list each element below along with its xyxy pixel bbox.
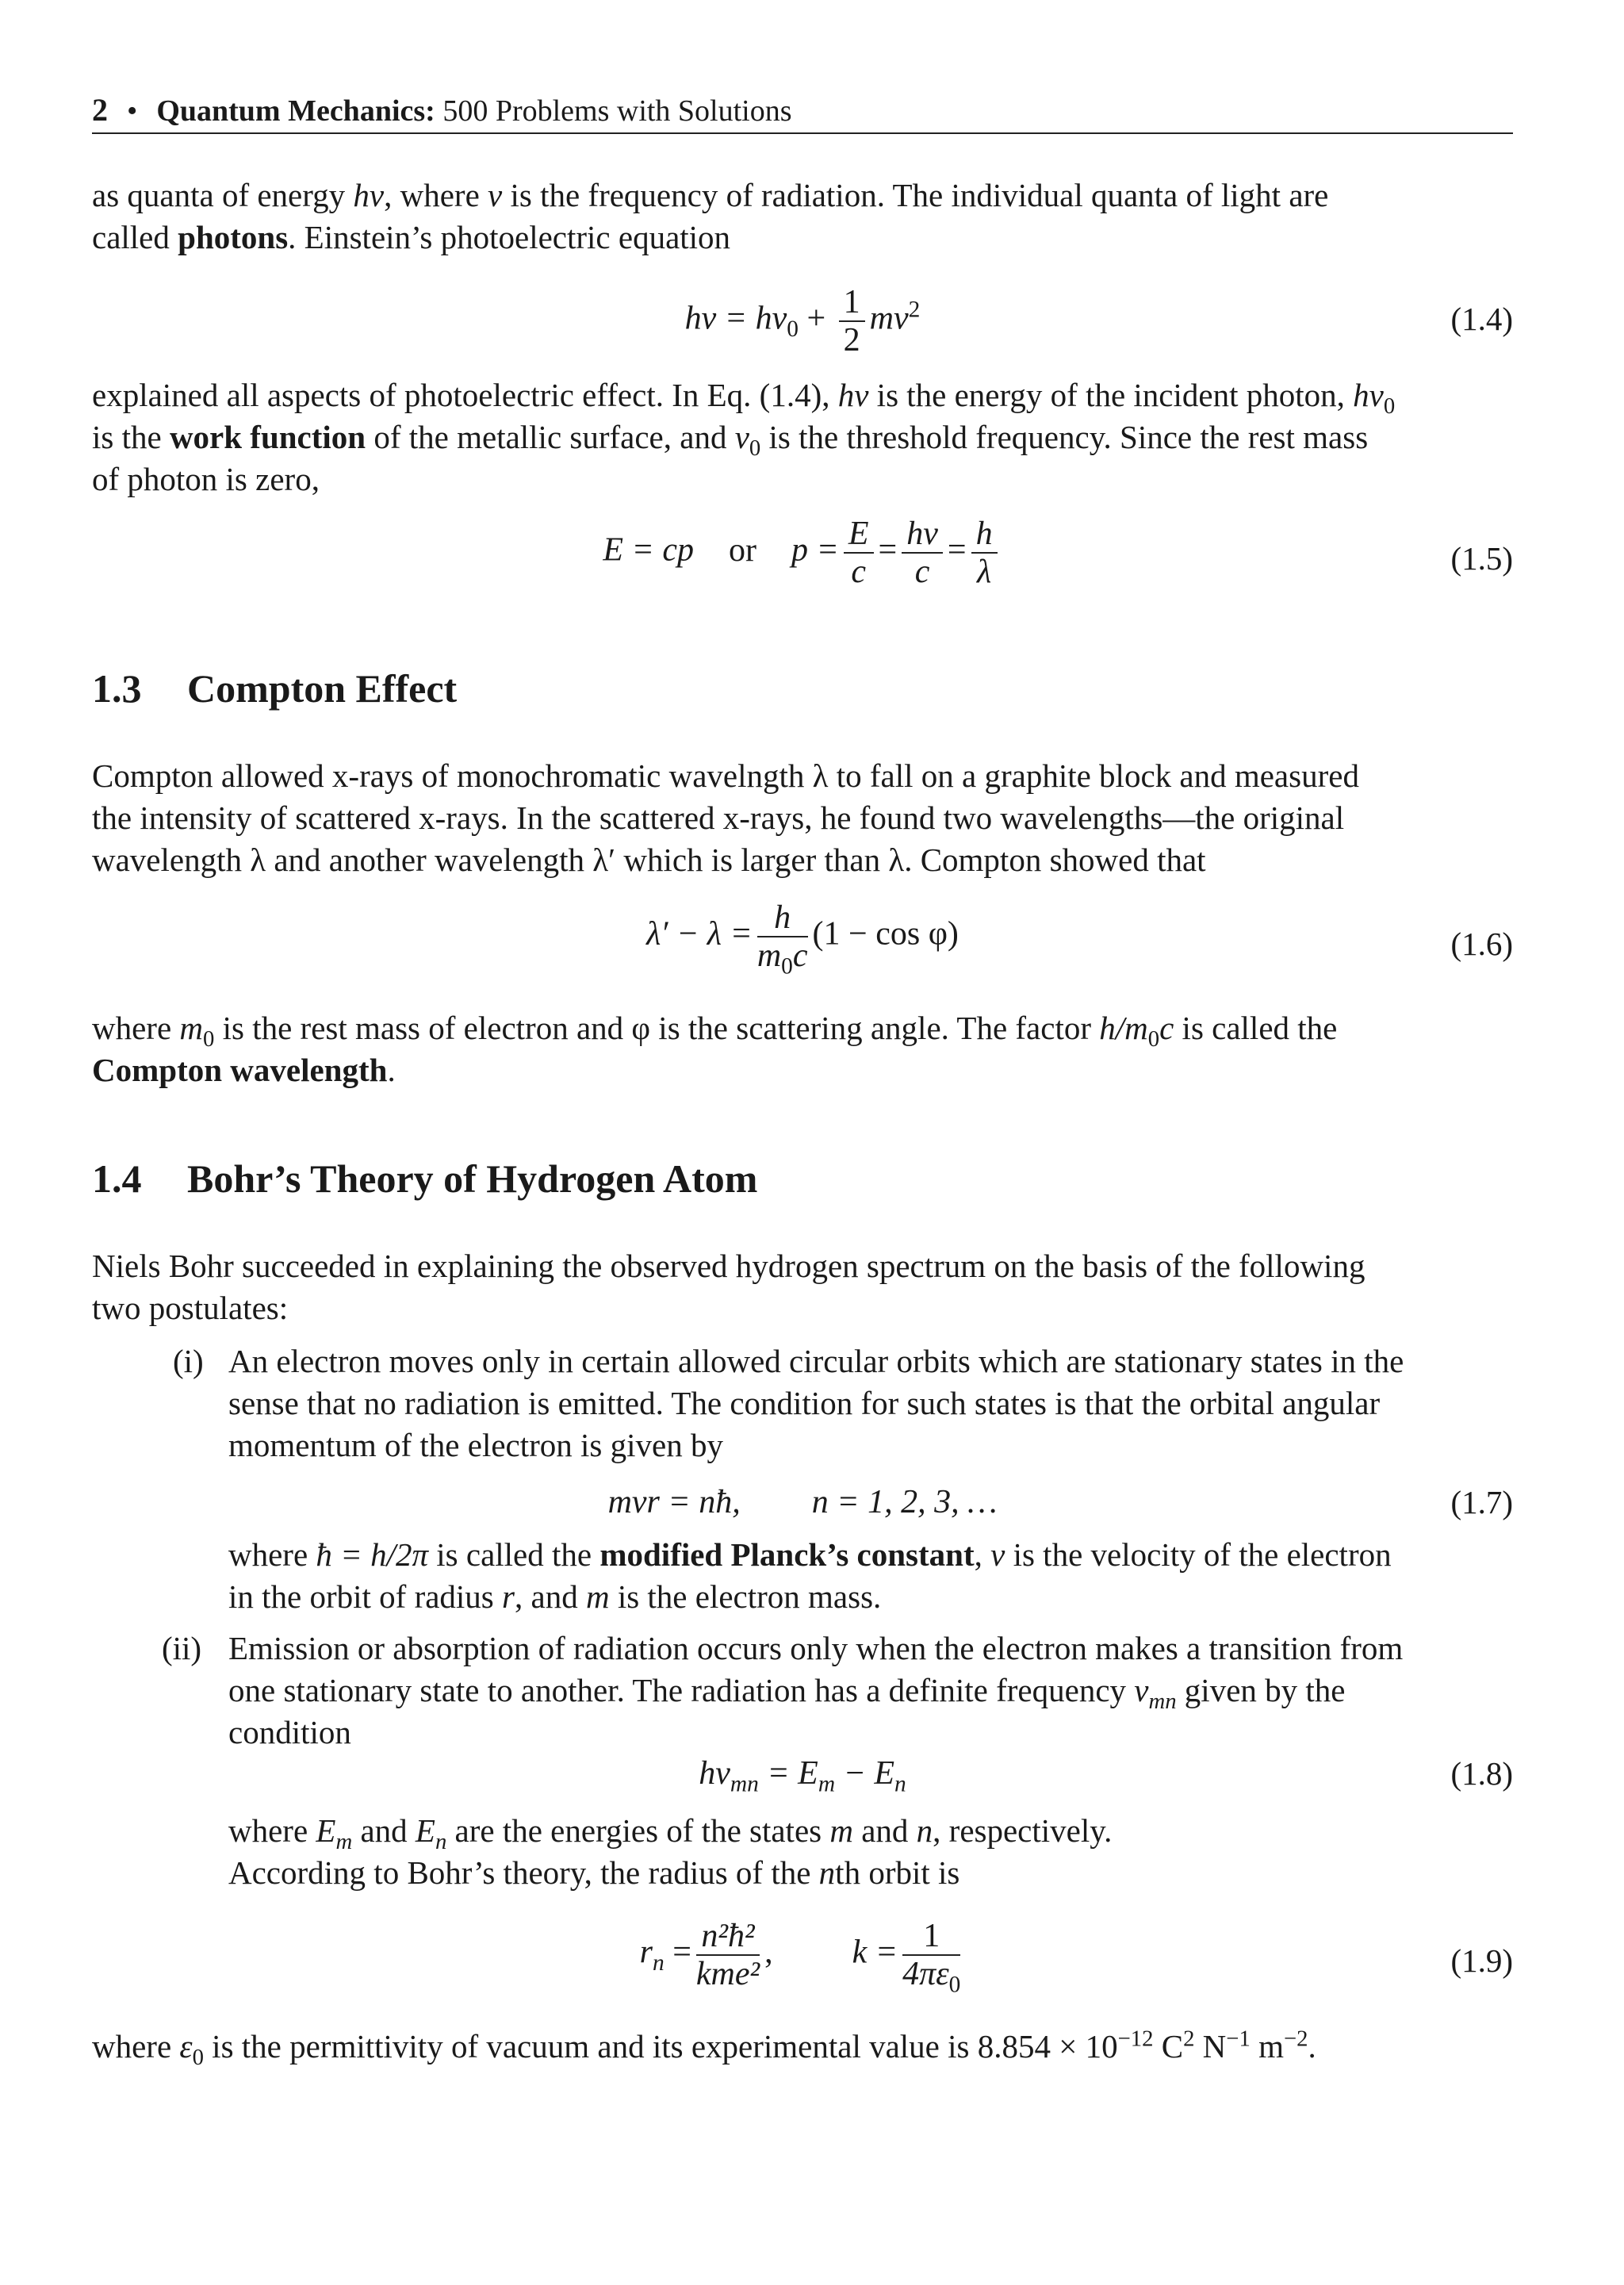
math-sub: m <box>335 1829 353 1855</box>
denominator: kme² <box>695 1956 760 1992</box>
text: is called the <box>1174 1010 1338 1046</box>
text: of photon is zero, <box>92 461 320 497</box>
math-nu: ν <box>488 177 503 213</box>
equation-number: (1.6) <box>1450 926 1513 962</box>
eq-term: hν <box>699 1755 730 1792</box>
eq-term: r <box>639 1934 653 1971</box>
text: An electron moves only in certain allowed circular orbits which are stationary states in the <box>228 1343 1404 1379</box>
equation-1-5: E = cp or p = $\frac{E}{c}$ = $\frac{h\nu}{c}$ = $\frac{h}{\lambda}$ <box>92 516 1513 590</box>
numerator: n²ħ² <box>696 1918 760 1956</box>
equation-number: (1.4) <box>1450 301 1513 337</box>
denominator <box>756 937 808 980</box>
term-modified-planck: modified Planck’s constant <box>599 1536 975 1573</box>
equation-number: (1.5) <box>1450 540 1513 577</box>
text: Compton allowed x-rays of monochromatic wavelngth λ to fall on a graphite block and measured <box>92 757 1359 794</box>
math-hv: hν <box>353 177 385 213</box>
math-sub: n <box>435 1829 447 1855</box>
page-number: 2 <box>92 92 108 128</box>
paragraph-intro <box>92 174 1513 259</box>
den-m: m <box>756 937 782 974</box>
equation-1-9 <box>92 1918 1513 1998</box>
eq-term: k = <box>852 1934 898 1971</box>
numerator: 1 <box>839 284 865 322</box>
numerator: 1 <box>902 1918 960 1956</box>
fraction <box>696 1918 760 1992</box>
eq-sup: 2 <box>908 297 921 323</box>
text: is the threshold frequency. Since the rest mass <box>760 419 1369 455</box>
text: , respectively. <box>933 1812 1113 1849</box>
eq-sub: 0 <box>787 316 799 343</box>
math-m0: m <box>179 1010 204 1046</box>
eq-term: = E <box>758 1755 818 1792</box>
math-eps: ε <box>179 2028 193 2065</box>
math-vmn: ν <box>1134 1672 1149 1708</box>
text: th orbit is <box>835 1854 960 1891</box>
eq-or: or <box>729 531 757 569</box>
text: is the frequency of radiation. The individual quanta of light are <box>502 177 1329 213</box>
den-term: 4πε <box>902 1956 949 1992</box>
text: wavelength λ and another wavelength λ′ which is larger than λ. Compton showed that <box>92 842 1206 878</box>
eq-term: E = cp <box>603 531 695 569</box>
math-n: n <box>916 1812 933 1849</box>
postulate-1 <box>228 1340 1513 1466</box>
section-heading-1-4 <box>92 1155 757 1202</box>
text: and <box>352 1812 416 1849</box>
eq-term: p = <box>791 531 839 569</box>
eq-term: n = 1, 2, 3, … <box>811 1484 998 1520</box>
equation-1-7 <box>92 1482 1513 1523</box>
eq-term: mvr = nħ, <box>607 1484 741 1520</box>
text: is the energy of the incident photon, <box>868 377 1354 413</box>
text: . Einstein’s photoelectric equation <box>288 219 731 255</box>
section-title: Compton Effect <box>187 666 458 711</box>
text: are the energies of the states <box>446 1812 830 1849</box>
text: is the <box>92 419 170 455</box>
fraction <box>756 899 808 980</box>
math-hv0: hν <box>1353 377 1384 413</box>
math-hbar: ħ = h/2π <box>316 1536 429 1573</box>
eq-term: − E <box>835 1755 895 1792</box>
term-work-function: work function <box>169 419 366 455</box>
math-hv: hν <box>837 377 869 413</box>
text: is called the <box>428 1536 600 1573</box>
text: one stationary state to another. The radiation has a definite frequency <box>228 1672 1135 1708</box>
running-head <box>92 89 1513 134</box>
text: According to Bohr’s theory, the radius of the <box>228 1854 819 1891</box>
text: Niels Bohr succeeded in explaining the observed hydrogen spectrum on the basis of the following <box>92 1248 1365 1284</box>
denominator: c <box>914 554 930 590</box>
eq-term: λ′ − λ = <box>646 915 753 953</box>
book-title-rest: 500 Problems with Solutions <box>442 94 792 128</box>
text: where <box>92 2028 180 2065</box>
text: Emission or absorption of radiation occurs only when the electron makes a transition from <box>228 1630 1404 1666</box>
fraction <box>902 1918 961 1998</box>
eq-op: = <box>664 1934 691 1971</box>
text: the intensity of scattered x-rays. In the scattered x-rays, he found two wavelengths—the original <box>92 799 1345 836</box>
numerator: h <box>971 516 998 554</box>
eq-op: + <box>798 300 834 337</box>
denominator: c <box>851 554 867 590</box>
text: in the orbit of radius <box>228 1578 503 1615</box>
math-sup: 2 <box>1183 2026 1195 2052</box>
term-compton-wavelength: Compton wavelength <box>92 1052 388 1088</box>
paragraph-permittivity <box>92 2026 1513 2071</box>
equation-number: (1.7) <box>1450 1484 1513 1520</box>
text: N <box>1194 2028 1227 2065</box>
text: . <box>1308 2028 1316 2065</box>
math-sub: mn <box>1148 1689 1177 1715</box>
paragraph-compton <box>92 755 1513 881</box>
math-m: m <box>829 1812 853 1849</box>
text: , and <box>515 1578 586 1615</box>
eq-comma: , <box>764 1934 773 1971</box>
denominator: λ <box>976 554 992 590</box>
math-v: v <box>990 1536 1005 1573</box>
fraction <box>971 516 998 590</box>
text: . <box>387 1052 396 1088</box>
eq-term: mv <box>869 300 909 337</box>
text: two postulates: <box>92 1290 289 1326</box>
equation-number: (1.9) <box>1450 1942 1513 1979</box>
book-title-bold: Quantum Mechanics: <box>156 94 435 128</box>
eq-sub: m <box>818 1771 836 1797</box>
postulate-2 <box>228 1627 1513 1754</box>
list-label-ii: (ii) <box>162 1630 202 1666</box>
text: where <box>92 1010 180 1046</box>
math-sub: 0 <box>192 2045 204 2071</box>
postulate-1-explanation <box>228 1534 1513 1618</box>
numerator: E <box>844 516 874 554</box>
den-c: c <box>792 937 808 974</box>
text: where <box>228 1812 316 1849</box>
paragraph-bohr <box>92 1245 1513 1329</box>
denominator <box>902 1956 961 1998</box>
denominator: 2 <box>843 322 860 358</box>
text: sense that no radiation is emitted. The condition for such states is that the orbital angular <box>228 1385 1381 1421</box>
math-r: r <box>502 1578 515 1615</box>
paragraph-compton-wavelength: where $m_0$ is the rest mass of electron and φ is the scattering angle. The factor $h/m_0c$ is called the Compton wavelength. <box>92 1010 1338 1088</box>
text: is the electron mass. <box>609 1578 882 1615</box>
numerator: h <box>757 899 808 937</box>
term-photons: photons <box>178 219 289 255</box>
den-sub: 0 <box>781 953 793 980</box>
paragraph-photoelectric: explained all aspects of photoelectric effect. In Eq. (1.4), hν is the energy of the incident photon, $h\nu_0$ is the work function of the metallic surface, and $\nu_0$ is the threshold frequency. Since the rest mass of photon is zero, <box>92 377 1396 497</box>
section-number: 1.3 <box>92 666 142 711</box>
math-en: E <box>415 1812 435 1849</box>
math-c: c <box>1159 1010 1174 1046</box>
text: , <box>974 1536 991 1573</box>
text: is the permittivity of vacuum and its experimental value is 8.854 × 10 <box>203 2028 1118 2065</box>
math-factor: h/m <box>1099 1010 1148 1046</box>
text: is the velocity of the electron <box>1005 1536 1392 1573</box>
math-sup: −2 <box>1283 2026 1308 2052</box>
list-label-i: (i) <box>173 1343 204 1379</box>
postulate-2-explanation <box>228 1810 1513 1894</box>
math-sup: −1 <box>1226 2026 1251 2052</box>
math-v0: ν <box>734 419 749 455</box>
text: given by the <box>1176 1672 1346 1708</box>
math-em: E <box>316 1812 336 1849</box>
equation-number: (1.8) <box>1450 1755 1513 1792</box>
eq-term: hν = hν <box>684 300 787 337</box>
text: C <box>1153 2028 1184 2065</box>
equation-1-4 <box>92 284 1513 358</box>
text: of the metallic surface, and <box>366 419 735 455</box>
eq-sub: n <box>652 1950 665 1976</box>
section-title: Bohr’s Theory of Hydrogen Atom <box>187 1156 758 1201</box>
text: and <box>852 1812 917 1849</box>
eq-sub: n <box>894 1771 906 1797</box>
section-number: 1.4 <box>92 1156 142 1201</box>
fraction-half <box>839 284 865 358</box>
bullet-separator: • <box>127 94 138 128</box>
section-heading-1-3 <box>92 665 457 712</box>
text: m <box>1250 2028 1284 2065</box>
eq-term: (1 − cos φ) <box>812 915 959 953</box>
fraction <box>902 516 943 590</box>
text: as quanta of energy <box>92 177 354 213</box>
text: , where <box>384 177 488 213</box>
numerator: hν <box>902 516 943 554</box>
text: is the rest mass of electron and φ is the scattering angle. The factor <box>214 1010 1100 1046</box>
den-sub: 0 <box>948 1972 961 1998</box>
math-n: n <box>818 1854 836 1891</box>
fraction <box>844 516 874 590</box>
eq-sub: mn <box>730 1771 759 1797</box>
text: called <box>92 219 178 255</box>
equation-1-6 <box>92 899 1513 980</box>
text: condition <box>228 1714 351 1750</box>
text: where <box>228 1536 316 1573</box>
math-sup: −12 <box>1117 2026 1154 2052</box>
equation-1-8 <box>92 1753 1513 1797</box>
math-m: m <box>585 1578 610 1615</box>
text: explained all aspects of photoelectric effect. In Eq. (1.4), <box>92 377 838 413</box>
text: momentum of the electron is given by <box>228 1427 723 1463</box>
